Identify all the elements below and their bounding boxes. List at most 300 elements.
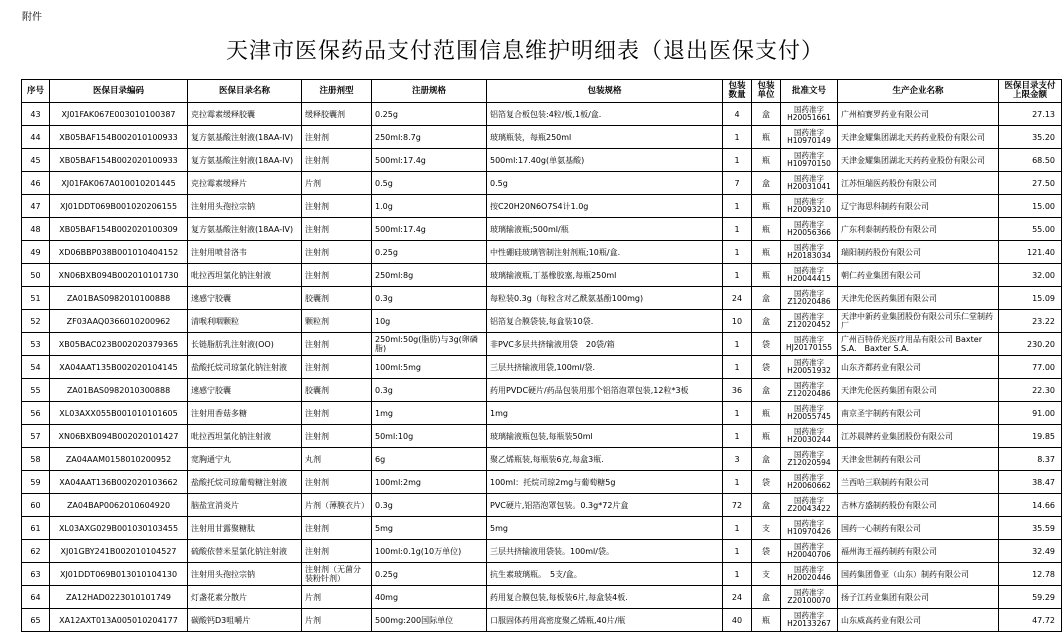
row-price [999, 402, 1062, 425]
row-name [188, 563, 302, 586]
row-spec [372, 195, 487, 218]
row-maker-text: 山东威高药业有限公司 [841, 615, 921, 625]
row-code [50, 287, 188, 310]
row-unit [752, 218, 781, 241]
row-pack-text: 非PVC多层共挤输液用袋 20袋/箱 [490, 339, 615, 349]
row-spec [372, 609, 487, 632]
row-no [22, 264, 50, 287]
col-header-spec: 注册规格 [372, 80, 487, 103]
row-maker [838, 103, 999, 126]
row-pack [487, 103, 723, 126]
row-qty-text: 72 [731, 500, 743, 510]
row-unit [752, 586, 781, 609]
row-form [302, 126, 372, 149]
row-pack-text: 5mg [490, 523, 508, 533]
row-no-text: 61 [30, 523, 41, 533]
row-approval-text: 国药准字H20030244 [787, 426, 831, 444]
row-price [999, 172, 1062, 195]
table-row [22, 218, 1062, 241]
row-price-text: 15.09 [1032, 293, 1055, 303]
row-price-text: 38.47 [1032, 477, 1055, 487]
row-maker-text: 天津金世制药有限公司 [841, 454, 921, 464]
row-unit-text: 盒 [762, 316, 770, 326]
row-name [188, 103, 302, 126]
row-maker-text: 兰西哈三联制药有限公司 [841, 477, 929, 487]
row-code-text: XA04AAT135B002020104145 [59, 362, 178, 372]
row-maker-text: 江苏晨牌药业集团股份有限公司 [841, 431, 953, 441]
row-pack-text: 0.5g [490, 178, 508, 188]
row-qty-text: 1 [734, 247, 740, 257]
row-unit [752, 356, 781, 379]
row-pack-text: 1mg [490, 408, 508, 418]
row-approval-text: 国药准字H20051932 [787, 357, 831, 375]
row-no [22, 379, 50, 402]
table-row [22, 356, 1062, 379]
row-maker-text: 瑞阳制药股份有限公司 [841, 247, 921, 257]
row-code-text: XL03AXG029B001030103455 [58, 523, 179, 533]
row-qty-text: 1 [734, 155, 740, 165]
row-code [50, 103, 188, 126]
row-price [999, 586, 1062, 609]
row-qty [723, 563, 752, 586]
row-spec [372, 494, 487, 517]
row-code-text: XD06BBP038B001010404152 [58, 247, 179, 257]
row-price-text: 68.50 [1032, 155, 1055, 165]
row-pack [487, 218, 723, 241]
row-spec-text: 5mg [375, 523, 393, 533]
row-unit [752, 609, 781, 632]
row-name [188, 402, 302, 425]
row-no [22, 149, 50, 172]
row-maker-text: 朝仁药业集团有限公司 [841, 270, 921, 280]
row-pack [487, 540, 723, 563]
row-name-text: 克拉霉素缓释胶囊 [191, 109, 255, 119]
row-approval-text: 国药准字H20056366 [787, 219, 831, 237]
row-name [188, 425, 302, 448]
row-no-text: 65 [30, 615, 41, 625]
row-approval [781, 402, 838, 425]
row-form [302, 517, 372, 540]
col-header-approval: 批准文号 [781, 80, 838, 103]
row-spec-text: 0.3g [375, 385, 393, 395]
row-form [302, 172, 372, 195]
col-header-price: 医保目录支付上限金额 [999, 80, 1062, 103]
row-unit-text: 盒 [762, 178, 770, 188]
row-approval-text: 国药准字H10970149 [787, 127, 831, 145]
row-form-text: 注射剂 [305, 339, 329, 349]
row-spec [372, 471, 487, 494]
row-code [50, 540, 188, 563]
row-form-text: 注射剂（无菌分装粉针剂） [305, 565, 361, 583]
row-approval-text: 国药准字Z20043422 [787, 495, 831, 513]
row-name [188, 494, 302, 517]
row-pack [487, 310, 723, 333]
row-code-text: XB05BAF154B002010100933 [59, 132, 178, 142]
row-approval [781, 609, 838, 632]
row-spec [372, 379, 487, 402]
row-unit-text: 瓶 [762, 431, 770, 441]
table-row [22, 126, 1062, 149]
row-unit-text: 袋 [762, 339, 770, 349]
row-approval-text: 国药准字H20133267 [787, 610, 831, 628]
row-code [50, 402, 188, 425]
row-qty-text: 1 [734, 339, 740, 349]
row-code-text: XB05BAF154B002020100309 [59, 224, 178, 234]
row-unit-text: 盒 [762, 385, 770, 395]
row-code-text: XJ01FAK067E003010100387 [61, 109, 176, 119]
row-maker-text: 福州海王福药制药有限公司 [841, 546, 937, 556]
row-spec [372, 517, 487, 540]
row-qty-text: 1 [734, 523, 740, 533]
row-approval [781, 517, 838, 540]
row-form-text: 注射剂 [305, 247, 329, 257]
row-spec [372, 287, 487, 310]
row-code [50, 586, 188, 609]
row-name-text: 吡拉西坦氯化钠注射液 [191, 431, 271, 441]
row-name-text: 盐酸托烷司琼葡萄糖注射液 [191, 477, 287, 487]
row-approval [781, 241, 838, 264]
row-unit [752, 195, 781, 218]
row-form-text: 胶囊剂 [305, 385, 329, 395]
row-unit-text: 袋 [762, 477, 770, 487]
table-row [22, 149, 1062, 172]
row-form [302, 195, 372, 218]
row-unit [752, 494, 781, 517]
row-price-text: 35.59 [1032, 523, 1055, 533]
row-approval-text: 国药准字H20093210 [787, 196, 831, 214]
row-unit [752, 264, 781, 287]
row-approval [781, 149, 838, 172]
row-no-text: 45 [30, 155, 41, 165]
row-name-text: 速感宁胶囊 [191, 385, 231, 395]
row-form [302, 333, 372, 356]
row-spec-text: 100ml:0.1g(10万单位) [375, 546, 462, 556]
row-code-text: ZA04BAP0062010604920 [66, 500, 171, 510]
row-no-text: 48 [30, 224, 41, 234]
row-unit-text: 瓶 [762, 132, 770, 142]
row-form [302, 218, 372, 241]
row-no [22, 494, 50, 517]
row-pack [487, 609, 723, 632]
row-price [999, 287, 1062, 310]
row-name-text: 清喉利咽颗粒 [191, 316, 239, 326]
row-form [302, 471, 372, 494]
col-header-name: 医保目录名称 [188, 80, 302, 103]
table-row [22, 586, 1062, 609]
row-approval [781, 126, 838, 149]
row-spec [372, 172, 487, 195]
row-spec-text: 250ml:8g [375, 270, 414, 280]
row-form-text: 片剂（薄膜衣片） [305, 500, 369, 510]
row-no-text: 62 [30, 546, 41, 556]
row-no-text: 55 [30, 385, 41, 395]
row-name [188, 172, 302, 195]
row-unit-text: 袋 [762, 362, 770, 372]
row-no-text: 54 [30, 362, 41, 372]
row-qty [723, 264, 752, 287]
row-unit-text: 袋 [762, 546, 770, 556]
row-unit [752, 287, 781, 310]
row-name [188, 149, 302, 172]
row-maker [838, 333, 999, 356]
row-form [302, 402, 372, 425]
row-price [999, 126, 1062, 149]
row-price-text: 59.29 [1032, 592, 1055, 602]
row-price-text: 47.72 [1032, 615, 1055, 625]
row-no-text: 44 [30, 132, 41, 142]
table-row [22, 241, 1062, 264]
row-spec-text: 0.3g [375, 293, 393, 303]
row-unit-text: 盒 [762, 500, 770, 510]
row-pack-text: 药用复合膜包装,每板装6片,每盒装4板. [490, 592, 628, 602]
table-header-row [22, 80, 1062, 103]
row-price-text: 19.85 [1032, 431, 1055, 441]
row-price [999, 494, 1062, 517]
row-qty [723, 287, 752, 310]
row-pack [487, 448, 723, 471]
row-unit [752, 379, 781, 402]
row-approval [781, 172, 838, 195]
row-pack [487, 241, 723, 264]
row-pack [487, 264, 723, 287]
row-price [999, 356, 1062, 379]
row-qty-text: 1 [734, 569, 740, 579]
row-qty [723, 126, 752, 149]
row-maker-text: 天津中新药业集团股份有限公司乐仁堂制药厂 [841, 312, 993, 330]
row-spec-text: 250ml:8.7g [375, 132, 421, 142]
row-pack [487, 517, 723, 540]
row-name-text: 注射用头孢拉宗钠 [191, 569, 255, 579]
row-qty-text: 1 [734, 408, 740, 418]
row-price [999, 103, 1062, 126]
row-spec [372, 356, 487, 379]
row-no [22, 425, 50, 448]
row-no [22, 448, 50, 471]
row-price [999, 310, 1062, 333]
row-name-text: 注射用喷昔洛韦 [191, 247, 247, 257]
row-approval-text: 国药准字Z12020486 [787, 380, 831, 398]
row-unit-text: 瓶 [762, 408, 770, 418]
row-code [50, 195, 188, 218]
row-pack-text: 每粒装0.3g（每粒含对乙酰氨基酚100mg) [490, 293, 644, 303]
row-form-text: 注射剂 [305, 362, 329, 372]
row-qty [723, 402, 752, 425]
row-form-text: 注射剂 [305, 523, 329, 533]
row-unit [752, 517, 781, 540]
row-name [188, 540, 302, 563]
row-name-text: 宽胸通宁丸 [191, 454, 231, 464]
row-name-text: 注射用甘露聚糖肽 [191, 523, 255, 533]
row-no [22, 287, 50, 310]
row-spec-text: 0.25g [375, 109, 398, 119]
row-code [50, 149, 188, 172]
row-no [22, 517, 50, 540]
row-price [999, 218, 1062, 241]
col-header-form: 注册剂型 [302, 80, 372, 103]
row-pack [487, 425, 723, 448]
row-qty-text: 24 [731, 592, 743, 602]
row-approval [781, 218, 838, 241]
row-price-text: 8.37 [1037, 454, 1055, 464]
row-unit [752, 149, 781, 172]
row-spec-text: 1mg [375, 408, 393, 418]
row-maker [838, 471, 999, 494]
row-form [302, 149, 372, 172]
row-name [188, 379, 302, 402]
col-header-qty: 包装数量 [723, 80, 752, 103]
row-approval-text: 国药准字H20040706 [787, 541, 831, 559]
table-row [22, 264, 1062, 287]
row-code [50, 494, 188, 517]
row-maker-text: 山东齐都药业有限公司 [841, 362, 921, 372]
row-unit [752, 540, 781, 563]
row-form [302, 425, 372, 448]
row-qty [723, 218, 752, 241]
row-maker [838, 310, 999, 333]
row-spec-text: 0.5g [375, 178, 393, 188]
row-qty-text: 7 [734, 178, 740, 188]
row-approval-text: 国药准字Z20100070 [787, 587, 831, 605]
row-qty [723, 471, 752, 494]
row-spec-text: 0.25g [375, 569, 398, 579]
row-name [188, 218, 302, 241]
row-price-text: 27.50 [1032, 178, 1055, 188]
row-unit-text: 瓶 [762, 224, 770, 234]
row-unit-text: 支 [762, 523, 770, 533]
row-form [302, 494, 372, 517]
row-qty-text: 1 [734, 477, 740, 487]
row-form-text: 胶囊剂 [305, 293, 329, 303]
row-code [50, 310, 188, 333]
row-maker-text: 吉林方盛制药股份有限公司 [841, 500, 937, 510]
row-maker-text: 广东利泰制药股份有限公司 [841, 224, 937, 234]
row-name [188, 517, 302, 540]
row-qty-text: 1 [734, 431, 740, 441]
row-unit-text: 瓶 [762, 270, 770, 280]
row-no-text: 60 [30, 500, 41, 510]
row-spec [372, 218, 487, 241]
row-code [50, 241, 188, 264]
row-qty [723, 172, 752, 195]
table-row [22, 425, 1062, 448]
row-form-text: 片剂 [305, 592, 321, 602]
table-row [22, 563, 1062, 586]
row-price-text: 91.00 [1032, 408, 1055, 418]
row-price [999, 425, 1062, 448]
row-approval-text: 国药准字H10970150 [787, 150, 831, 168]
row-spec-text: 100ml:5mg [375, 362, 421, 372]
row-code-text: XB05BAC023B002020379365 [58, 339, 179, 349]
row-name-text: 复方氨基酸注射液(18AA-IV) [191, 155, 294, 165]
row-price-text: 15.00 [1032, 201, 1055, 211]
row-price [999, 540, 1062, 563]
row-maker [838, 609, 999, 632]
row-name-text: 注射用香菇多糖 [191, 408, 247, 418]
row-approval [781, 264, 838, 287]
row-no-text: 50 [30, 270, 41, 280]
row-code [50, 356, 188, 379]
row-spec [372, 149, 487, 172]
row-no [22, 172, 50, 195]
row-code-text: XJ01DDT069B013010104130 [59, 569, 178, 579]
col-header-no: 序号 [22, 80, 50, 103]
row-form-text: 片剂 [305, 615, 321, 625]
row-spec-text: 0.3g [375, 500, 393, 510]
row-maker [838, 264, 999, 287]
row-approval [781, 563, 838, 586]
row-code-text: ZA01BAS0982010100888 [66, 293, 171, 303]
row-form-text: 注射剂 [305, 546, 329, 556]
row-code-text: XL03AXX055B001010101605 [59, 408, 178, 418]
row-maker-text: 扬子江药业集团有限公司 [841, 592, 929, 602]
row-code-text: XJ01DDT069B001020206155 [59, 201, 178, 211]
row-price-text: 121.40 [1027, 247, 1055, 257]
row-approval [781, 471, 838, 494]
row-unit-text: 盒 [762, 454, 770, 464]
row-maker-text: 广州柏赛罗药业有限公司 [841, 109, 929, 119]
row-price [999, 241, 1062, 264]
row-qty-text: 1 [734, 546, 740, 556]
row-pack [487, 586, 723, 609]
row-maker [838, 494, 999, 517]
row-code [50, 609, 188, 632]
row-no [22, 126, 50, 149]
row-no-text: 58 [30, 454, 41, 464]
row-price-text: 12.78 [1032, 569, 1055, 579]
row-pack-text: 三层共挤输液用袋装。100ml/袋。 [490, 546, 614, 556]
row-no [22, 356, 50, 379]
row-maker-text: 国药集团鲁亚（山东）制药有限公司 [841, 569, 969, 579]
row-maker [838, 287, 999, 310]
row-form-text: 丸剂 [305, 454, 321, 464]
row-pack-text: 聚乙烯瓶装,每瓶装6克,每盒3瓶. [490, 454, 604, 464]
row-approval-text: 国药准字HJ20170155 [785, 334, 833, 352]
row-qty-text: 1 [734, 132, 740, 142]
row-maker [838, 241, 999, 264]
row-no-text: 46 [30, 178, 41, 188]
row-maker [838, 149, 999, 172]
table-row [22, 402, 1062, 425]
row-form-text: 注射剂 [305, 155, 329, 165]
row-code [50, 264, 188, 287]
table-row [22, 540, 1062, 563]
row-qty-text: 1 [734, 224, 740, 234]
row-unit-text: 盒 [762, 109, 770, 119]
row-no [22, 540, 50, 563]
row-qty [723, 586, 752, 609]
row-form-text: 注射剂 [305, 408, 329, 418]
row-unit [752, 333, 781, 356]
row-code-text: ZF03AAQ0366010200962 [66, 316, 171, 326]
row-spec [372, 333, 487, 356]
row-price [999, 264, 1062, 287]
table-row [22, 448, 1062, 471]
row-name-text: 硫酸依替米星氯化钠注射液 [191, 546, 287, 556]
row-unit [752, 563, 781, 586]
row-pack [487, 494, 723, 517]
row-maker [838, 402, 999, 425]
row-price-text: 27.13 [1032, 109, 1055, 119]
row-no [22, 333, 50, 356]
row-pack [487, 172, 723, 195]
row-spec-text: 10g [375, 316, 391, 326]
row-name-text: 碳酸钙D3咀嚼片 [191, 615, 251, 625]
row-qty [723, 333, 752, 356]
row-pack-text: PVC硬片,铝箔泡罩包装。0.3g*72片盒 [490, 500, 629, 510]
row-form [302, 310, 372, 333]
row-pack-text: 中性硼硅玻璃管制注射剂瓶;10瓶/盒. [490, 247, 621, 257]
row-unit [752, 471, 781, 494]
